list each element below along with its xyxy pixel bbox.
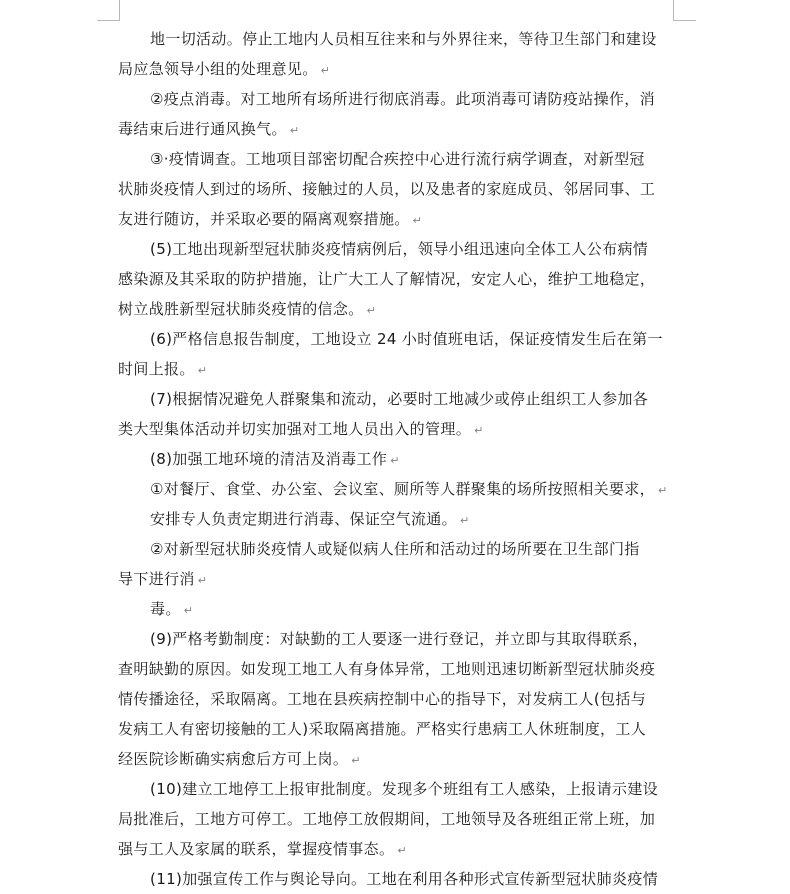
text-line bbox=[118, 774, 674, 804]
page-corner-mark-top-right bbox=[673, 0, 696, 21]
text-line bbox=[118, 354, 674, 384]
line-text: (6)严格信息报告制度，工地设立 24 小时值班电话，保证疫情发生后在第一 bbox=[150, 330, 663, 348]
line-text: ③·疫情调查。工地项目部密切配合疾控中心进行流行病学调查，对新型冠 bbox=[150, 150, 645, 168]
text-line bbox=[118, 384, 674, 414]
line-text: (10)建立工地停工上报审批制度。发现多个班组有工人感染，上报请示建设 bbox=[150, 780, 659, 798]
line-text: (8)加强工地环境的清洁及消毒工作 bbox=[150, 450, 388, 468]
paragraph-mark-icon: ↵ bbox=[390, 454, 400, 467]
paragraph-mark-icon: ↵ bbox=[289, 124, 300, 137]
line-text: (9)严格考勤制度：对缺勤的工人要逐一进行登记，并立即与其取得联系， bbox=[150, 630, 649, 648]
text-line bbox=[118, 744, 674, 774]
line-text: 导下进行消 bbox=[118, 570, 195, 588]
text-line bbox=[118, 24, 674, 54]
text-line bbox=[118, 204, 674, 234]
text-line bbox=[118, 804, 674, 834]
text-line bbox=[118, 564, 674, 594]
document-body[interactable] bbox=[118, 24, 674, 894]
text-line bbox=[118, 414, 674, 444]
line-text: 类大型集体活动并切实加强对工地人员出入的管理。 bbox=[118, 420, 472, 438]
paragraph-mark-icon: ↵ bbox=[197, 364, 208, 377]
line-text: 查明缺勤的原因。如发现工地工人有身体异常，工地则迅速切断新型冠状肺炎疫 bbox=[118, 660, 656, 678]
line-text: ②疫点消毒。对工地所有场所进行彻底消毒。此项消毒可请防疫站操作，消 bbox=[150, 90, 656, 108]
line-text: 毒结束后进行通风换气。 bbox=[118, 120, 287, 138]
line-text: 情传播途径，采取隔离。工地在县疾病控制中心的指导下，对发病工人(包括与 bbox=[118, 690, 647, 708]
text-line bbox=[118, 234, 674, 264]
text-line bbox=[118, 114, 674, 144]
text-line bbox=[118, 54, 674, 84]
text-line bbox=[118, 174, 674, 204]
line-text: ②对新型冠状肺炎疫情人或疑似病人住所和活动过的场所要在卫生部门指 bbox=[150, 540, 640, 558]
line-text: (5)工地出现新型冠状肺炎疫情病例后，领导小组迅速向全体工人公布病情 bbox=[150, 240, 649, 258]
text-line bbox=[118, 864, 674, 894]
line-text: 安排专人负责定期进行消毒、保证空气流通。 bbox=[150, 510, 458, 528]
paragraph-mark-icon: ↵ bbox=[197, 574, 208, 587]
line-text: 局批准后，工地方可停工。工地停工放假期间，工地领导及各班组正常上班，加 bbox=[118, 810, 656, 828]
paragraph-mark-icon: ↵ bbox=[658, 484, 668, 497]
line-text: 地一切活动。停止工地内人员相互往来和与外界往来，等待卫生部门和建设 bbox=[150, 30, 657, 48]
line-text: (11)加强宣传工作与舆论导向。工地在利用各种形式宣传新型冠状肺炎疫情 bbox=[150, 870, 659, 888]
line-text: ①对餐厅、食堂、办公室、会议室、厕所等人群聚集的场所按照相关要求， bbox=[150, 480, 656, 498]
text-line bbox=[118, 594, 674, 624]
line-text: 友进行随访，并采取必要的隔离观察措施。 bbox=[118, 210, 410, 228]
paragraph-mark-icon: ↵ bbox=[183, 604, 194, 617]
paragraph-mark-icon: ↵ bbox=[460, 514, 470, 527]
text-line bbox=[118, 144, 674, 174]
text-line bbox=[118, 324, 674, 354]
line-text: 局应急领导小组的处理意见。 bbox=[118, 60, 318, 78]
line-text: 树立战胜新型冠状肺炎疫情的信念。 bbox=[118, 300, 364, 318]
page-corner-mark-top-left bbox=[97, 0, 120, 21]
paragraph-mark-icon: ↵ bbox=[320, 64, 331, 77]
line-text: 发病工人有密切接触的工人)采取隔离措施。严格实行患病工人休班制度，工人 bbox=[118, 720, 647, 738]
text-line bbox=[118, 624, 674, 654]
text-line bbox=[118, 264, 674, 294]
text-line bbox=[118, 714, 674, 744]
paragraph-mark-icon: ↵ bbox=[351, 754, 361, 767]
text-line bbox=[118, 294, 674, 324]
paragraph-mark-icon: ↵ bbox=[397, 844, 407, 857]
line-text: 强与工人及家属的联系，掌握疫情事态。 bbox=[118, 840, 395, 858]
line-text: 感染源及其采取的防护措施，让广大工人了解情况，安定人心，维护工地稳定， bbox=[118, 270, 656, 288]
line-text: 时间上报。 bbox=[118, 360, 195, 378]
line-text: 经医院诊断确实病愈后方可上岗。 bbox=[118, 750, 349, 768]
text-line bbox=[118, 444, 674, 474]
text-line bbox=[118, 834, 674, 864]
paragraph-mark-icon: ↵ bbox=[412, 214, 423, 227]
paragraph-mark-icon: ↵ bbox=[474, 424, 484, 437]
text-line bbox=[118, 504, 674, 534]
text-line bbox=[118, 474, 674, 504]
paragraph-mark-icon: ↵ bbox=[366, 304, 377, 317]
line-text: (7)根据情况避免人群聚集和流动，必要时工地减少或停止组织工人参加各 bbox=[150, 390, 649, 408]
text-line bbox=[118, 654, 674, 684]
text-line bbox=[118, 684, 674, 714]
line-text: 毒。 bbox=[150, 600, 181, 618]
text-line bbox=[118, 534, 674, 564]
line-text: 状肺炎疫情人到过的场所、接触过的人员，以及患者的家庭成员、邻居同事、工 bbox=[118, 180, 656, 198]
text-line bbox=[118, 84, 674, 114]
